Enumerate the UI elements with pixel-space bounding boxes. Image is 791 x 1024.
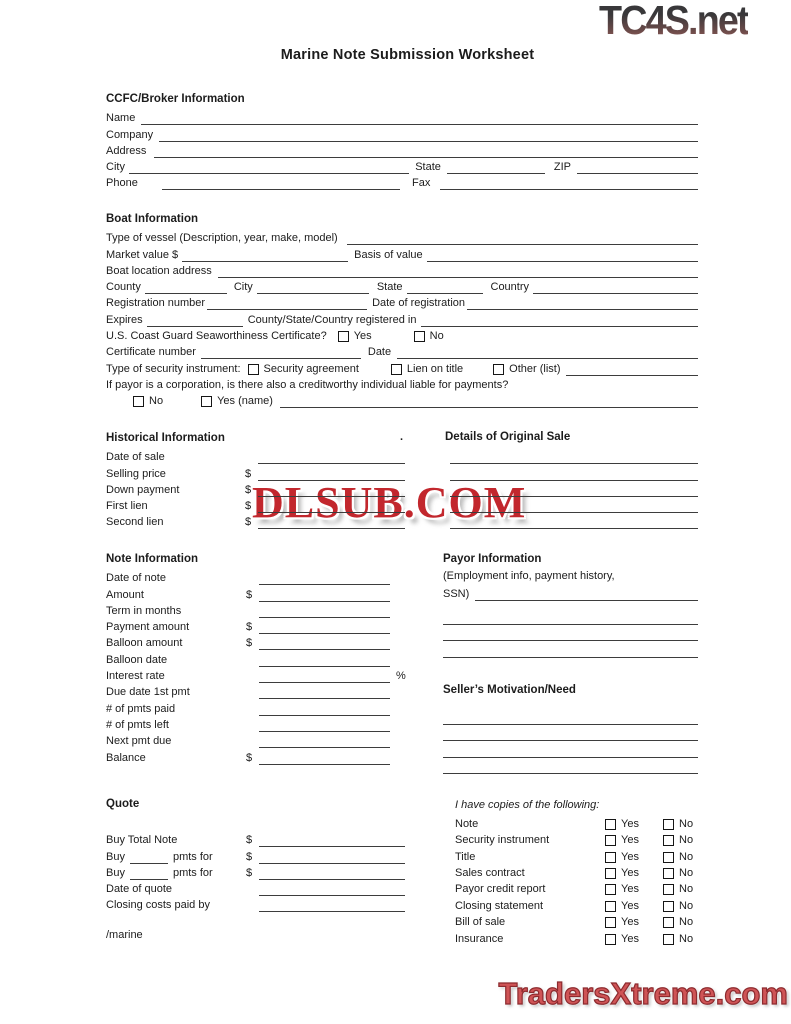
field-label: Date of sale (106, 451, 165, 464)
yes-cell (605, 851, 663, 864)
seller-blank-row (443, 742, 698, 758)
registration-number-line[interactable] (207, 297, 367, 310)
address-line[interactable] (154, 145, 698, 158)
no-checkbox[interactable] (663, 884, 674, 895)
no-checkbox[interactable] (663, 868, 674, 879)
closing-costs-label: Closing costs paid by (106, 899, 210, 912)
heading-separator-dot: . (400, 431, 404, 443)
boat-location-label: Boat location address (106, 264, 212, 277)
payor-column (443, 552, 698, 782)
broker-heading: CCFC/Broker Information (106, 93, 245, 105)
copies-item-label: Payor credit report (455, 883, 546, 896)
payor-subtext: (Employment info, payment history, (443, 570, 615, 582)
no-cell (663, 867, 698, 880)
payor-blank-row (443, 642, 698, 658)
no-checkbox[interactable] (663, 934, 674, 945)
corporation-question-label: If payor is a corporation, is there also a creditworthy individual liable for payments? (106, 378, 509, 391)
basis-of-value-label: Basis of value (354, 248, 423, 261)
yes-checkbox[interactable] (605, 917, 616, 928)
security-agreement-checkbox[interactable] (248, 364, 259, 375)
expires-row (106, 310, 698, 326)
yes-checkbox[interactable] (605, 884, 616, 895)
details-line[interactable] (450, 451, 698, 464)
registration-number-label: Registration number (106, 297, 206, 310)
no-label: No (679, 883, 694, 896)
note-line[interactable] (259, 572, 390, 585)
historical-left-line[interactable] (258, 451, 405, 464)
page-title: Marine Note Submission Worksheet (280, 47, 535, 63)
buy-total-note-label: Buy Total Note (106, 834, 178, 847)
name-label: Name (106, 112, 136, 125)
seller-blank-row (443, 725, 698, 741)
corp-no-label: No (149, 395, 164, 408)
seller-line[interactable] (443, 761, 698, 774)
company-row (106, 125, 698, 141)
copies-row (455, 815, 698, 831)
copies-column (455, 797, 698, 957)
yes-checkbox[interactable] (605, 868, 616, 879)
corp-yes-label: Yes (name) (217, 395, 273, 408)
yes-label: Yes (621, 916, 639, 929)
details-of-original-sale-heading: Details of Original Sale (445, 431, 571, 443)
currency-symbol: $ (246, 834, 253, 847)
uscg-no-checkbox[interactable] (414, 331, 425, 342)
currency-symbol: $ (246, 588, 253, 601)
yes-checkbox[interactable] (605, 901, 616, 912)
yes-label: Yes (621, 883, 639, 896)
field-label: Balloon amount (106, 637, 183, 650)
uscg-question-label: U.S. Coast Guard Seaworthiness Certificate? (106, 330, 327, 343)
field-label: Amount (106, 588, 144, 601)
yes-cell (605, 933, 663, 946)
market-value-row (106, 245, 698, 261)
currency-symbol: $ (246, 621, 253, 634)
note-line[interactable] (259, 686, 390, 699)
yes-label: Yes (621, 850, 639, 863)
historical-row (106, 464, 698, 480)
copies-item-label: Security instrument (455, 834, 550, 847)
copies-row (455, 930, 698, 946)
field-label: Date of note (106, 572, 166, 585)
historical-row (106, 448, 698, 464)
security-instrument-label: Type of security instrument: (106, 362, 241, 375)
copies-item-label: Title (455, 850, 476, 863)
details-line[interactable] (450, 468, 698, 481)
tc4s-watermark: TC4S.net (599, 0, 748, 43)
company-label: Company (106, 128, 154, 141)
pmts-for-label: pmts for (172, 866, 213, 879)
city-label: City (106, 161, 125, 174)
note-line[interactable] (259, 605, 390, 618)
name-line[interactable] (141, 112, 698, 125)
copies-item-label: Bill of sale (455, 916, 506, 929)
boat-city-line[interactable] (257, 281, 369, 294)
currency-symbol: $ (245, 500, 252, 513)
details-line[interactable] (450, 484, 698, 497)
note-line[interactable] (259, 589, 390, 602)
buy-pmts-count-line[interactable] (130, 867, 168, 880)
copies-item-label: Closing statement (455, 899, 544, 912)
no-label: No (679, 867, 694, 880)
quote-heading: Quote (106, 798, 140, 810)
payor-blank-row (443, 609, 698, 625)
corp-yes-checkbox[interactable] (201, 396, 212, 407)
no-cell (663, 818, 698, 831)
registration-row (106, 294, 698, 310)
historical-row (106, 497, 698, 513)
other-line[interactable] (566, 363, 699, 376)
yes-cell (605, 883, 663, 896)
company-line[interactable] (159, 129, 698, 142)
note-line[interactable] (259, 621, 390, 634)
historical-left-line[interactable] (258, 468, 405, 481)
copies-row (455, 913, 698, 929)
yes-cell (605, 900, 663, 913)
date-of-quote-label: Date of quote (106, 883, 173, 896)
yes-cell (605, 916, 663, 929)
zip-line[interactable] (577, 161, 698, 174)
field-label: First lien (106, 500, 148, 513)
fax-label: Fax (412, 177, 431, 190)
seller-blank-row (443, 709, 698, 725)
county-city-state-country-row (106, 278, 698, 294)
basis-of-value-line[interactable] (427, 249, 698, 262)
currency-symbol: $ (246, 850, 253, 863)
seller-line[interactable] (443, 712, 698, 725)
tradersxtreme-watermark: TradersXtreme.com (498, 976, 788, 1011)
certificate-number-label: Certificate number (106, 346, 196, 359)
yes-cell (605, 818, 663, 831)
note-line[interactable] (259, 719, 390, 732)
yes-label: Yes (621, 834, 639, 847)
historical-left-line[interactable] (258, 516, 405, 529)
details-line[interactable] (450, 516, 698, 529)
no-cell (663, 900, 698, 913)
field-label: Selling price (106, 467, 166, 480)
buy-label: Buy (106, 866, 125, 879)
currency-symbol: $ (245, 483, 252, 496)
country-label: Country (490, 281, 530, 294)
certificate-row (106, 343, 698, 359)
state-line[interactable] (447, 161, 545, 174)
lien-on-title-label: Lien on title (406, 362, 464, 375)
note-line[interactable] (259, 752, 390, 765)
date-of-registration-label: Date of registration (372, 297, 465, 310)
fax-line[interactable] (440, 177, 698, 190)
quote-section (106, 797, 698, 957)
yes-cell (605, 867, 663, 880)
vessel-label: Type of vessel (Description, year, make, model) (106, 232, 338, 245)
address-row (106, 142, 698, 158)
copies-heading: I have copies of the following: (455, 799, 600, 811)
address-label: Address (106, 144, 147, 157)
field-label: Next pmt due (106, 735, 172, 748)
ssn-row (443, 585, 698, 601)
lien-on-title-checkbox[interactable] (391, 364, 402, 375)
seller-line[interactable] (443, 728, 698, 741)
county-label: County (106, 281, 141, 294)
payor-line[interactable] (475, 588, 698, 601)
field-label: # of pmts paid (106, 702, 176, 715)
dlsub-watermark: DLSUB.COM (252, 478, 527, 527)
historical-row (106, 481, 698, 497)
yes-checkbox[interactable] (605, 819, 616, 830)
phone-label: Phone (106, 177, 138, 190)
uscg-yes-label: Yes (353, 330, 372, 343)
seller-motivation-heading: Seller’s Motivation/Need (443, 684, 576, 696)
boat-section (106, 212, 698, 408)
boat-location-line[interactable] (218, 265, 698, 278)
buy-pmts-label-group (106, 851, 246, 864)
note-line[interactable] (259, 637, 390, 650)
no-checkbox[interactable] (663, 852, 674, 863)
payor-line[interactable] (443, 645, 698, 658)
no-label: No (679, 818, 694, 831)
corp-no-checkbox[interactable] (133, 396, 144, 407)
copies-row (455, 831, 698, 847)
corporation-question-row (106, 376, 698, 392)
uscg-yes-checkbox[interactable] (338, 331, 349, 342)
note-line[interactable] (259, 670, 390, 683)
percent-suffix: % (396, 670, 406, 683)
note-line[interactable] (259, 735, 390, 748)
no-cell (663, 916, 698, 929)
boat-location-row (106, 262, 698, 278)
no-label: No (679, 899, 694, 912)
note-heading: Note Information (106, 553, 198, 565)
yes-checkbox[interactable] (605, 934, 616, 945)
certificate-date-line[interactable] (397, 346, 698, 359)
historical-heading-row (106, 431, 698, 448)
boat-heading: Boat Information (106, 213, 198, 225)
payor-heading: Payor Information (443, 553, 542, 565)
boat-state-line[interactable] (407, 281, 483, 294)
buy-pmts-amount-line[interactable] (259, 867, 405, 880)
field-label: Balloon date (106, 653, 168, 666)
date-of-registration-line[interactable] (467, 297, 698, 310)
no-label: No (679, 916, 694, 929)
county-line[interactable] (145, 281, 227, 294)
no-checkbox[interactable] (663, 901, 674, 912)
yes-label: Yes (621, 818, 639, 831)
yes-label: Yes (621, 899, 639, 912)
field-label: Term in months (106, 604, 182, 617)
registered-in-label: County/State/Country registered in (247, 313, 417, 326)
buy-pmts-amount-line[interactable] (259, 851, 405, 864)
seller-line[interactable] (443, 745, 698, 758)
yes-checkbox[interactable] (605, 835, 616, 846)
buy-pmts-count-line[interactable] (130, 851, 168, 864)
uscg-row (106, 327, 698, 343)
historical-row (106, 513, 698, 529)
note-section (106, 552, 698, 782)
other-label: Other (list) (509, 362, 561, 375)
no-checkbox[interactable] (663, 835, 674, 846)
no-label: No (679, 850, 694, 863)
currency-symbol: $ (245, 516, 252, 529)
market-value-line[interactable] (182, 249, 348, 262)
city-line[interactable] (129, 161, 409, 174)
payor-line[interactable] (443, 612, 698, 625)
field-label: Due date 1st pmt (106, 686, 190, 699)
field-label: Down payment (106, 483, 180, 496)
market-value-label: Market value $ (106, 248, 179, 261)
currency-symbol: $ (246, 637, 253, 650)
copies-row (455, 897, 698, 913)
copies-row (455, 880, 698, 896)
yes-label: Yes (621, 932, 639, 945)
no-checkbox[interactable] (663, 917, 674, 928)
no-checkbox[interactable] (663, 819, 674, 830)
date-of-quote-line[interactable] (259, 883, 405, 896)
no-cell (663, 933, 698, 946)
city-state-zip-row (106, 158, 698, 174)
yes-label: Yes (621, 867, 639, 880)
security-instrument-row (106, 359, 698, 375)
field-label: Balance (106, 751, 146, 764)
expires-line[interactable] (147, 314, 243, 327)
vessel-line[interactable] (347, 232, 698, 245)
historical-section (106, 431, 698, 529)
state-label: State (415, 161, 441, 174)
marine-footer: /marine (106, 929, 143, 941)
uscg-no-label: No (429, 330, 444, 343)
note-line[interactable] (259, 654, 390, 667)
closing-costs-line[interactable] (259, 899, 405, 912)
ssn-label: SSN) (443, 588, 470, 601)
name-row (106, 109, 698, 125)
phone-line[interactable] (162, 177, 400, 190)
pmts-for-label: pmts for (172, 850, 213, 863)
expires-label: Expires (106, 313, 143, 326)
seller-blank-row (443, 758, 698, 774)
historical-left-line[interactable] (258, 500, 405, 513)
historical-left-line[interactable] (258, 484, 405, 497)
corporation-answer-row (106, 392, 698, 408)
zip-label: ZIP (553, 161, 571, 174)
historical-heading: Historical Information (106, 432, 225, 444)
buy-label: Buy (106, 850, 125, 863)
certificate-number-line[interactable] (201, 346, 361, 359)
registered-in-line[interactable] (421, 314, 698, 327)
currency-symbol: $ (245, 467, 252, 480)
corp-yes-name-line[interactable] (280, 395, 698, 408)
field-label: Interest rate (106, 670, 165, 683)
copies-row (455, 848, 698, 864)
no-cell (663, 834, 698, 847)
no-cell (663, 851, 698, 864)
currency-symbol: $ (246, 866, 253, 879)
yes-checkbox[interactable] (605, 852, 616, 863)
other-checkbox[interactable] (493, 364, 504, 375)
currency-symbol: $ (246, 751, 253, 764)
broker-section (106, 92, 698, 190)
no-label: No (679, 834, 694, 847)
field-label: # of pmts left (106, 718, 169, 731)
boat-city-label: City (233, 281, 253, 294)
no-cell (663, 883, 698, 896)
no-label: No (679, 932, 694, 945)
phone-fax-row (106, 174, 698, 190)
payor-line[interactable] (443, 628, 698, 641)
payor-blank-row (443, 625, 698, 641)
security-agreement-label: Security agreement (263, 362, 359, 375)
yes-cell (605, 834, 663, 847)
country-line[interactable] (533, 281, 698, 294)
field-label: Payment amount (106, 621, 190, 634)
field-label: Second lien (106, 516, 164, 529)
vessel-row (106, 229, 698, 245)
buy-pmts-label-group (106, 867, 246, 880)
certificate-date-label: Date (367, 346, 392, 359)
copies-row (455, 864, 698, 880)
copies-item-label: Insurance (455, 932, 504, 945)
note-line[interactable] (259, 703, 390, 716)
copies-item-label: Note (455, 818, 479, 831)
copies-item-label: Sales contract (455, 867, 525, 880)
boat-state-label: State (376, 281, 403, 294)
details-line[interactable] (450, 500, 698, 513)
buy-total-note-line[interactable] (259, 834, 405, 847)
